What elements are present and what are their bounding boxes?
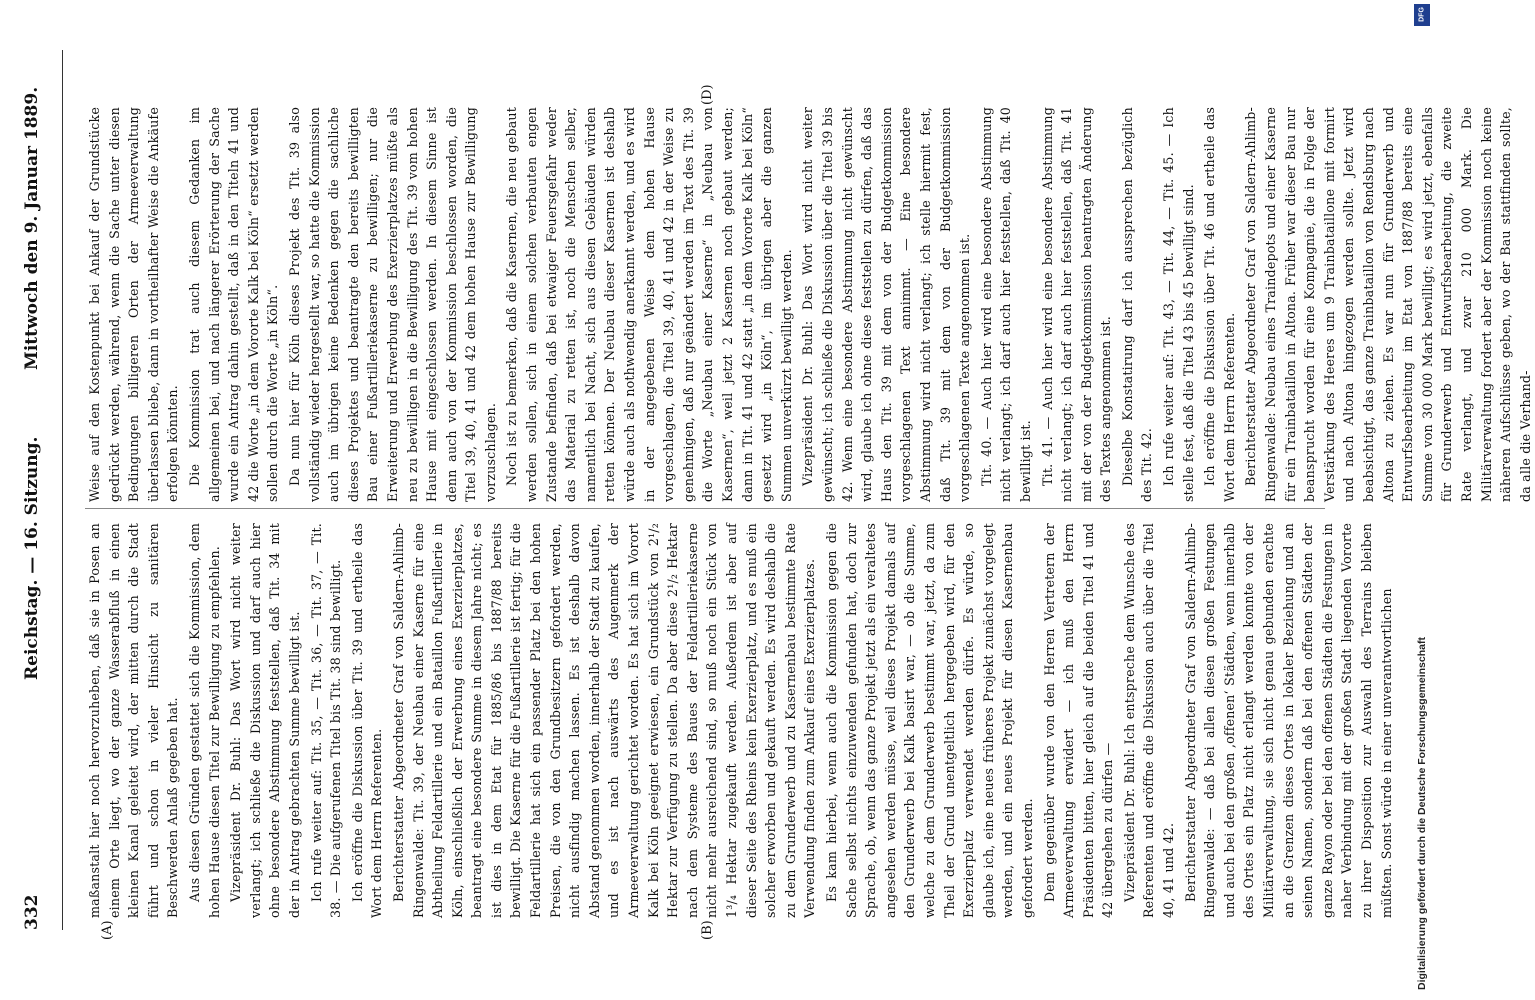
paragraph: Vizepräsident Dr. Buhl: Das Wort wird nicht weiter gewünscht; ich schließe die Diskussion über die Titel 39 bis 42. Wenn eine besondere Abstimmung nicht gewünscht wird, glaube ich ohne diese feststellen zu dürfen, daß das Haus den Tit. 39 mit dem von der Budgetkommission vorgeschlagenen Text annimmt. — Eine besondere Abstimmung wird nicht verlangt; ich stelle hiermit fest, daß Tit. 39 mit dem von der Budgetkommission vorgeschlagenen Texte angenommen ist. bbox=[800, 107, 973, 502]
paragraph: maßanstalt hier noch hervorzuheben, daß sie in Posen an einem Orte liegt, wo der ganze Wasserabfluß in einen kleinen Kanal geleitet wird, der mitten durch die Stadt führt und schon in vieler Hinsicht zu sanitären Beschwerden Anlaß gegeben hat. bbox=[87, 523, 181, 918]
dfg-logo: DFG bbox=[1414, 4, 1430, 26]
page-header bbox=[10, 30, 50, 930]
paragraph: Vizepräsident Dr. Buhl: Ich entspreche dem Wunsche des Referenten und eröffne die Diskussion auch über die Titel 40, 41 und 42. bbox=[1121, 523, 1177, 918]
paragraph: Berichterstatter Abgeordneter Graf von Saldern-Ahlimb-Ringenwalde: — daß bei allen diesen großen Festungen und auch bei den großen ‚offenen‘ Städten, wenn innerhalb des Ortes ein Platz nicht erlangt werden konnte von der Militärverwaltung, sie sich nicht genau gebunden erachte an die Grenzen dieses Ortes in lokaler Beziehung und an seinen Namen, sondern daß bei den offenen Städten der ganze Rayon oder bei den offenen Städten die Festungen in naher Verbindung mit der großen Stadt liegenden Vororte zu ihrer Disposition zur Auswahl des Terrains bleiben müßten. Sonst würde in einer unverantwortlichen bbox=[1182, 523, 1394, 918]
paragraph: Berichterstatter Abgeordneter Graf von Saldern-Ahlimb-Ringenwalde: Tit. 39, der Neubau einer Kaserne für eine Abtheilung Feldartillerie und ein Bataillon Fußartillerie in Köln, einschließlich der Erwerbung eines Exerzierplatzes, beantragt eine besondere Summe in diesem Jahre nicht; es ist dies in dem Etat für 1885/86 bis 1887/88 bereits bewilligt. Die Kaserne für die Fußartillerie ist fertig; für die Feldartillerie hat sich ein passender Platz bei den hohen Preisen, die von den Grundbesitzern gefordert werden, nicht ausfindig machen lassen. Es ist deshalb davon Abstand genommen worden, innerhalb der Stadt zu kaufen, und es ist nach auswärts des Augenmerk der Armeeverwaltung gerichtet worden. Es hat sich im Vorort Kalk bei Köln geeignet erwiesen, ein Grundstück von 2¹/₂ Hektar zur Verfügung zu stellen. Da aber diese 2¹/₂ Hektar nach dem Systeme des Baues der Feldartilleriekaserne nicht mehr ausreichend sind, so muß noch ein Stück von 1³/₄ Hektar zugekauft werden. Außerdem ist aber auf dieser Seite des Rheins kein Exerzierplatz, und es muß ein solcher erworben und gekauft werden. Es wird deshalb die zu dem Grunderwerb und zu Kasernenbau bestimmte Rate Verwendung finden zum Ankauf eines Exerzierplatzes. bbox=[390, 523, 818, 918]
paragraph: Tit. 40. — Auch hier wird eine besondere Abstimmung nicht verlangt; ich darf auch hier feststellen, daß Tit. 40 bewilligt ist. bbox=[978, 107, 1033, 502]
header-date-title: Mittwoch den 9. Januar 1889. bbox=[22, 86, 42, 370]
paragraph: Berichterstatter Abgeordneter Graf von Saldern-Ahlimb-Ringenwalde: Neubau eines Traindepots und einer Kaserne für ein Trainbataillon in Altona. Früher war dieser Bau nur beansprucht worden für eine Kompagnie, die in Folge der Verstärkung des Heeres um 9 Trainbataillone mit formirt und nach Altona hingezogen werden sollte. Jetzt wird beabsichtigt, das ganze Trainbataillon von Rendsburg nach Altona zu ziehen. Es war nun für Grunderwerb und Entwurfsbearbeitung im Etat von 1887/88 bereits eine Summe von 30 000 Mark bewilligt; es wird jetzt, ebenfalls für Grunderwerb und Entwurfsbearbeitung, die zweite Rate verlangt, und zwar 210 000 Mark. Die Militärverwaltung fordert aber der Kommission noch keine näheren Aufschlüsse geben, wo der Bau stattfinden sollte, da alle die Verhand- bbox=[1243, 107, 1533, 502]
margin-marker-d: (D) bbox=[700, 84, 715, 105]
paragraph: Ich eröffne die Diskussion über Tit. 46 und ertheile das Wort dem Herrn Referenten. bbox=[1202, 107, 1237, 502]
margin-marker-a: (A) bbox=[100, 920, 115, 940]
header-session-title: Reichstag. — 16. Sitzung. bbox=[22, 436, 42, 680]
paragraph: Noch ist zu bemerken, daß die Kasernen, die neu gebaut werden sollen, sich in einem solchen verbauten engen Zustande befinden, daß bei etwaiger Feuersgefahr weder das Material zu retten ist, noch die Menschen selber, namentlich bei Nacht, sich aus diesen Gebäuden würden retten können. Der Neubau dieser Kasernen ist deshalb würde auch als nothwendig anerkannt werden, und es wird in der angegebenen Weise dem hohen Hause vorgeschlagen, die Titel 39, 40, 41 und 42 in der Weise zu genehmigen, daß nur geändert werden im Text des Tit. 39 die Worte „Neubau einer Kaserne“ in „Neubau von Kasernen“, weil jetzt 2 Kasernen noch gebaut werden; dann in Tit. 41 und 42 statt „in dem Vororte Kalk bei Köln“ gesetzt wird „in Köln“, im übrigen aber die ganzen Summen unverkürzt bewilligt werden. bbox=[504, 107, 794, 502]
paragraph: Es kam hierbei, wenn auch die Kommission gegen die Sache selbst nichts einzuwenden gefunden hat, doch zur Sprache, ob, wenn das ganze Projekt jetzt als ein veraltetes angesehen werden müsse, weil dieses Projekt damals auf den Grunderwerb bei Kalk basirt war, — ob die Summe, welche zu dem Grunderwerb bestimmt war, jetzt, da zum Theil der Grund unentgeltlich hergegeben wird, für den Exerzierplatz verwendet werden dürfe. Es würde, so glaube ich, eine neues früheres Projekt zunächst vorgelegt werden, und ein neues Projekt für diesen Kasernenbau gefordert werden. bbox=[823, 523, 1035, 918]
margin-marker-b: (B) bbox=[700, 920, 715, 940]
paragraph: Ich eröffne die Diskussion über Tit. 39 und ertheile das Wort dem Herrn Referenten. bbox=[349, 523, 385, 918]
paragraph: Ich rufe weiter auf: Tit. 35, — Tit. 36, — Tit. 37, — Tit. 38. — Die aufgerufenen Titel bis Tit. 38 sind bewilligt. bbox=[308, 523, 344, 918]
text-column-right bbox=[85, 107, 1533, 502]
paragraph: Die Kommission trat auch diesem Gedanken im allgemeinen bei, und nach längerer Erörterung der Sache wurde ein Antrag dahin gestellt, daß in den Titeln 41 und 42 die Worte „in dem Vororte Kalk bei Köln“ ersetzt werden sollen durch die Worte „in Köln“. bbox=[186, 107, 281, 502]
dfg-credit-text: Digitalisierung gefördert durch die Deutsche Forschungsgemeinschaft bbox=[1416, 637, 1428, 990]
page-number: 332 bbox=[22, 894, 42, 930]
text-column-left bbox=[85, 523, 1394, 918]
paragraph: Aus diesen Gründen gestattet sich die Kommission, dem hohen Hause diesen Titel zur Bewilligung zu empfehlen. bbox=[186, 523, 222, 918]
paragraph: Weise auf den Kostenpunkt bei Ankauf der Grundstücke gedrückt werden, während, wenn die Sache unter diesen Bedingungen billigeren Orten der Armeeverwaltung überlassen bliebe, dann in vortheilhafter Weise die Ankäufe erfolgen könnten. bbox=[87, 107, 181, 502]
paragraph: Vizepräsident Dr. Buhl: Das Wort wird nicht weiter verlangt; ich schließe die Diskussion und darf auch hier ohne besondere Abstimmung feststellen, daß Tit. 34 mit der in Antrag gebrachten Summe bewilligt ist. bbox=[228, 523, 302, 918]
paragraph: Tit. 41. — Auch hier wird eine besondere Abstimmung nicht verlangt; ich darf auch hier feststellen, daß Tit. 41 mit der von der Budgetkommission beantragten Änderung des Textes angenommen ist. bbox=[1039, 107, 1114, 502]
paragraph: Da nun hier für Köln dieses Projekt des Tit. 39 also vollständig wieder hergestellt war, so hatte die Kommission auch im übrigen keine Bedenken gegen die sachliche dieses Projektes und beantragte den bereits bewilligten Bau einer Fußartilleriekaserne zu bewilligen; nur die Erweiterung und Erwerbung des Exerzierplatzes müßte als neu zu bewilligen in die Bewilligung des Tit. 39 vom hohen Hause mit eingeschlossen werden. In diesem Sinne ist denn auch von der Kommission beschlossen worden, die Titel 39, 40, 41 und 42 dem hohen Hause zur Bewilligung vorzuschlagen. bbox=[286, 107, 498, 502]
paragraph: Dem gegenüber wurde von den Herren Vertretern der Armeeverwaltung erwidert — ich muß den Herrn Präsidenten bitten, hier gleich auf die beiden Titel 41 und 42 übergehen zu dürfen — bbox=[1041, 523, 1116, 918]
paragraph: Dieselbe Konstatirung darf ich aussprechen bezüglich des Tit. 42. bbox=[1119, 107, 1155, 502]
column-divider bbox=[85, 508, 1325, 509]
header-rule bbox=[62, 50, 63, 930]
paragraph: Ich rufe weiter auf: Tit. 43, — Tit. 44, — Tit. 45. — Ich stelle fest, daß die Titel 43 bis 45 bewilligt sind. bbox=[1161, 107, 1196, 502]
